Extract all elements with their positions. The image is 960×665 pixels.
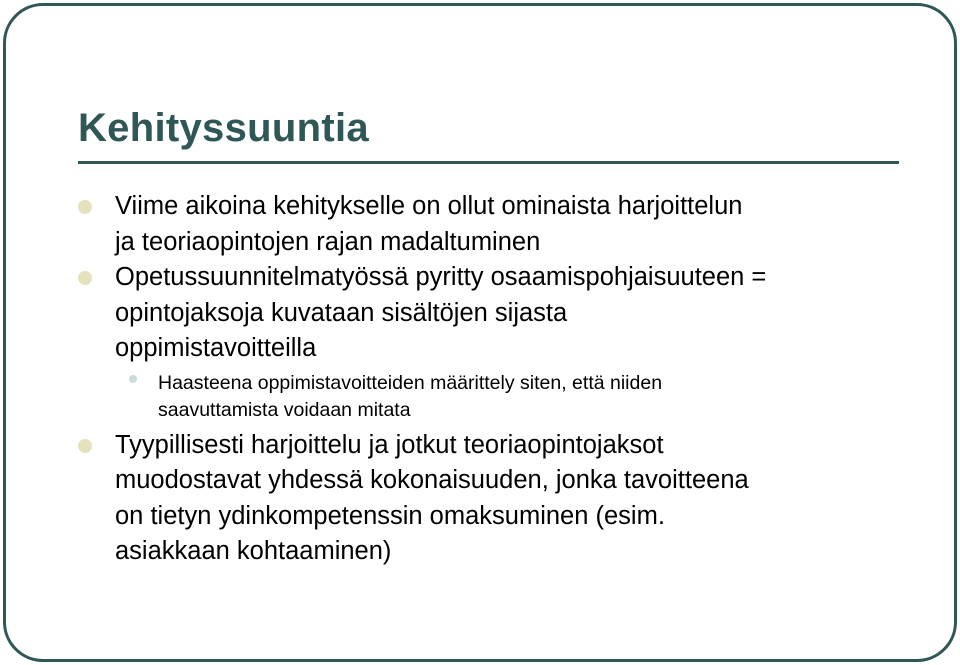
bullet-dot-icon — [78, 271, 92, 285]
bullet-line: Opetussuunnitelmatyössä pyritty osaamispohjaisuuteen = — [115, 263, 767, 291]
sub-bullet-dot-icon — [129, 375, 137, 383]
bullet-dot-icon — [78, 439, 92, 453]
bullet-line: muodostavat yhdessä kokonaisuuden, jonka tavoitteena — [115, 466, 749, 494]
bullet-item-2 — [78, 260, 898, 367]
bullet-dot-icon — [78, 200, 92, 214]
sub-bullet-item — [78, 370, 898, 424]
bullet-line: on tietyn ydinkompetenssin omaksuminen (esim. — [115, 501, 665, 530]
sub-bullet-line: saavuttamista voidaan mitata — [158, 398, 411, 421]
bullet-line: Viime aikoina kehitykselle on ollut ominaista harjoittelun — [115, 192, 743, 220]
bullet-line: oppimistavoitteilla — [115, 334, 317, 362]
bullet-line: ja teoriaopintojen rajan madaltuminen — [115, 227, 541, 256]
bullet-line: opintojaksoja kuvataan sisältöjen sijasta — [115, 298, 568, 327]
bullet-line: Tyypillisesti harjoittelu ja jotkut teoriaopintojaksot — [115, 430, 664, 459]
slide-title: Kehityssuuntia — [78, 106, 369, 150]
title-divider — [78, 161, 899, 164]
bullet-line: asiakkaan kohtaaminen) — [115, 537, 392, 565]
sub-bullet-line: Haasteena oppimistavoitteiden määrittely siten, että niiden — [158, 371, 663, 394]
bullet-item-1 — [78, 189, 898, 260]
bullet-item-3 — [78, 428, 898, 570]
bullet-list — [78, 189, 898, 570]
